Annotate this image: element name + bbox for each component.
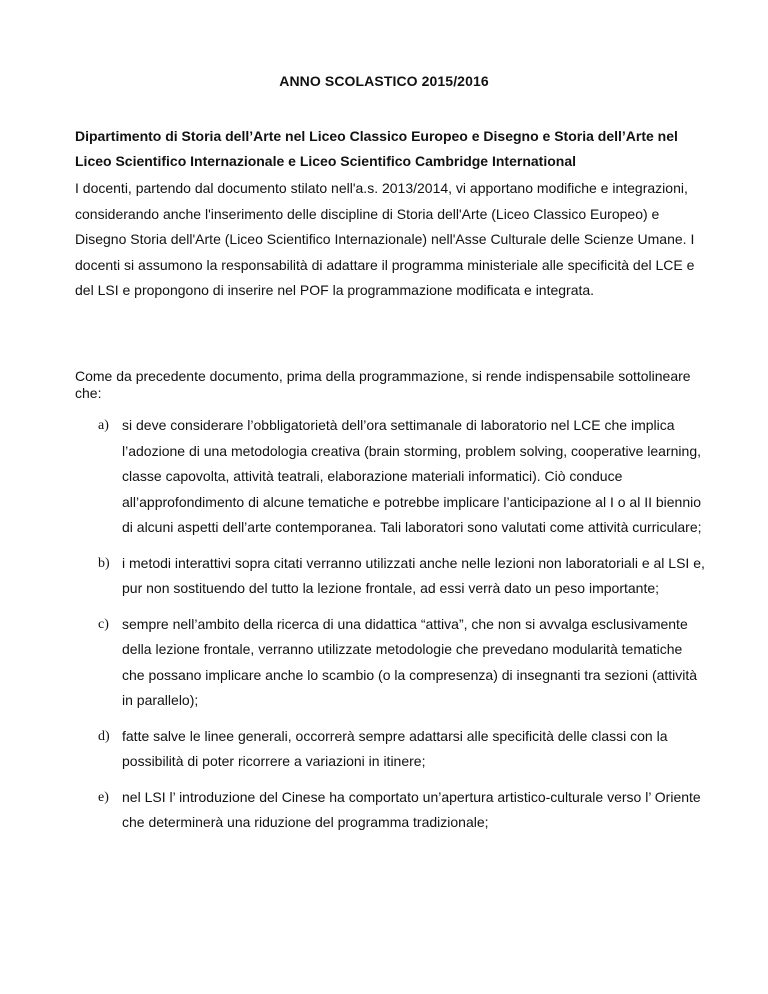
list-item-d (98, 724, 708, 775)
list-item-a (98, 413, 708, 541)
lead-paragraph: Come da precedente documento, prima della programmazione, si rende indispensabile sottolineare che: (75, 368, 691, 401)
list-marker: a) (98, 418, 109, 433)
list-item-c (98, 612, 708, 714)
list-item-text: nel LSI l’ introduzione del Cinese ha comportato un’apertura artistico-culturale verso l’ Oriente che determinerà una riduzione del programma tradizionale; (122, 788, 701, 830)
list-item-text: si deve considerare l’obbligatorietà dell’ora settimanale di laboratorio nel LCE che implica l’adozione di una metodologia creativa (brain storming, problem solving, cooperative learning, classe capovolta, attività teatrali, elaborazione materiali informatici). Ciò conduce all’approfondimento di alcune tematiche e potrebbe implicare l’anticipazione al I o al II biennio di alcuni aspetti dell’arte contemporanea. Tali laboratori sono valutati come attività curriculare; (122, 417, 702, 535)
intro-paragraph: I docenti, partendo dal documento stilato nell'a.s. 2013/2014, vi apportano modifiche e integrazioni, considerando anche l'inserimento delle discipline di Storia dell'Arte (Liceo Classico Europeo) e Disegno Storia dell'Arte (Liceo Scientifico Internazionale) nell'Asse Culturale delle Scienze Umane. I docenti si assumono la responsabilità di adattare il programma ministeriale alle specificità del LCE e del LSI e propongono di inserire nel POF la programmazione modificata e integrata. (75, 180, 695, 298)
list-marker: d) (98, 728, 110, 744)
list-item-b (98, 551, 708, 602)
list-marker: c) (98, 616, 109, 632)
department-heading: Dipartimento di Storia dell’Arte nel Liceo Classico Europeo e Disegno e Storia dell’Arte nel Liceo Scientifico Internazionale e Liceo Scientifico Cambridge International (75, 128, 678, 169)
list-item-text: i metodi interattivi sopra citati verranno utilizzati anche nelle lezioni non laboratoriali e al LSI e, pur non sostituendo del tutto la lezione frontale, ad essi verrà dato un peso importante; (122, 554, 705, 596)
points-list (98, 413, 708, 846)
list-item-e (98, 785, 708, 836)
list-item-text: sempre nell’ambito della ricerca di una didattica “attiva”, che non si avvalga esclusivamente della lezione frontale, verranno utilizzate metodologie che prevedano modularità tematiche che possano implicare anche lo scambio (o la compresenza) di insegnanti tra sezioni (attività in parallelo); (122, 615, 698, 708)
document-title: ANNO SCOLASTICO 2015/2016 (279, 73, 489, 89)
list-item-text: fatte salve le linee generali, occorrerà sempre adattarsi alle specificità delle classi con la possibilità di poter ricorrere a variazioni in itinere; (122, 727, 668, 769)
list-marker: b) (98, 555, 110, 571)
list-marker: e) (98, 789, 109, 805)
